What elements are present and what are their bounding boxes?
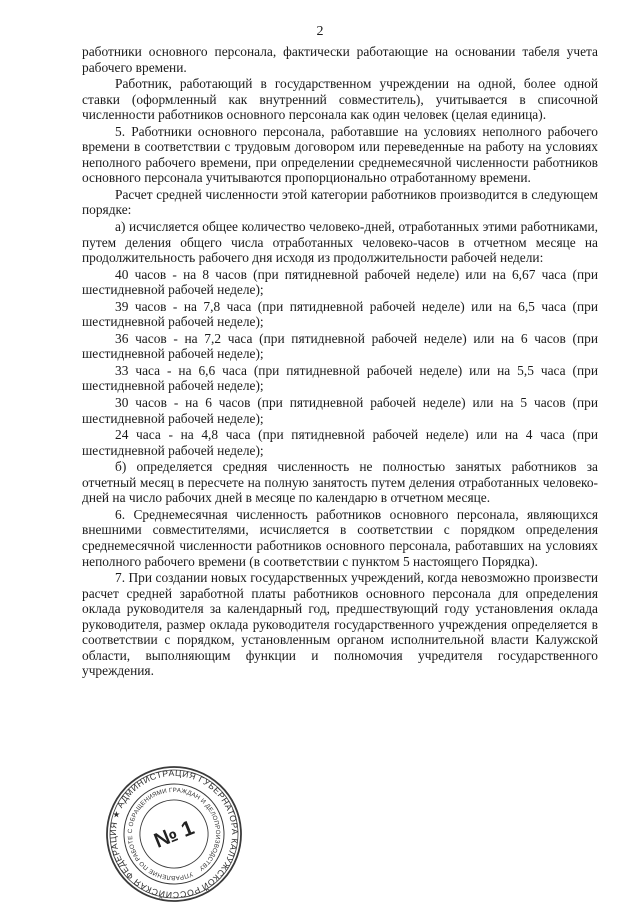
seal-outer-text: РОССИЙСКАЯ ФЕДЕРАЦИЯ ★ АДМИНИСТРАЦИЯ ГУБЕРНАТОРА КАЛУЖСКОЙ bbox=[107, 767, 241, 901]
hours-rule-30: 30 часов - на 6 часов (при пятидневной рабочей неделе) или на 5 часов (при шестидневной рабочей неделе); bbox=[82, 395, 598, 426]
hours-rule-33: 33 часа - на 6,6 часа (при пятидневной рабочей неделе) или на 5,5 часа (при шестидневной рабочей неделе); bbox=[82, 362, 598, 394]
hours-rule-40: 40 часов - на 8 часов (при пятидневной рабочей неделе) или на 6,67 часа (при шестидневной рабочей неделе); bbox=[82, 266, 598, 298]
paragraph-calculation-order: Расчет средней численности этой категории работников производится в следующем порядке: bbox=[82, 186, 598, 218]
official-seal-stamp bbox=[104, 764, 244, 904]
page-number: 2 bbox=[316, 24, 324, 39]
hours-rule-24: 24 часа - на 4,8 часа (при пятидневной рабочей неделе) или на 4 часа (при шестидневной рабочей неделе); bbox=[82, 427, 598, 458]
hours-rule-39: 39 часов - на 7,8 часа (при пятидневной рабочей неделе) или на 6,5 часа (при шестидневной рабочей неделе); bbox=[82, 298, 598, 330]
document-body bbox=[82, 44, 598, 679]
seal-number: № 1 bbox=[150, 816, 198, 853]
paragraph-internal-part-timer: Работник, работающий в государственном учреждении на одной, более одной ставки (оформленный как внутренний совместитель), учитывается в списочной численности работников основного персонала как один человек (целая единица). bbox=[82, 76, 598, 123]
paragraph-subitem-a: а) исчисляется общее количество человеко-дней, отработанных этими работниками, путем деления общего числа отработанных человеко-часов в отчетном месяце на продолжительность рабочего дня исходя из продолжительности рабочей недели: bbox=[82, 219, 598, 266]
seal-inner-text: УПРАВЛЕНИЕ ПО РАБОТЕ С ОБРАЩЕНИЯМИ ГРАЖДАН И ДЕЛОПРОИЗВОДСТВУ bbox=[126, 786, 222, 882]
paragraph-continuation: работники основного персонала, фактически работающие на основании табеля учета рабочего времени. bbox=[82, 44, 598, 75]
paragraph-item-6: 6. Среднемесячная численность работников основного персонала, являющихся внешними совместителями, исчисляется в соответствии с порядком определения среднемесячной численности работников основного персонала, работавших на условиях неполного рабочего времени (в соответствии с пунктом 5 настоящего Порядка). bbox=[82, 506, 598, 569]
paragraph-subitem-b: б) определяется средняя численность не полностью занятых работников за отчетный месяц в пересчете на полную занятость путем деления отработанных человеко-дней на число рабочих дней в месяце по календарю в отчетном месяце. bbox=[82, 459, 598, 506]
seal-graphic bbox=[104, 764, 244, 904]
hours-rule-36: 36 часов - на 7,2 часа (при пятидневной рабочей неделе) или на 6 часов (при шестидневной рабочей неделе); bbox=[82, 330, 598, 362]
paragraph-item-5: 5. Работники основного персонала, работавшие на условиях неполного рабочего времени в соответствии с трудовым договором или переведенные на работу на условиях неполного рабочего времени, при определении среднемесячной численности работников основного персонала учитываются пропорционально отработанному времени. bbox=[82, 123, 598, 186]
paragraph-item-7: 7. При создании новых государственных учреждений, когда невозможно произвести расчет средней заработной платы работников основного персонала для определения оклада руководителя за календарный год, предшествующий году установления оклада руководителя, размер оклада руководителя государственного учреждения определяется в соответствии с порядком, установленным органом исполнительной власти Калужской области, выполняющим функции и полномочия учредителя государственного учреждения. bbox=[82, 570, 598, 679]
